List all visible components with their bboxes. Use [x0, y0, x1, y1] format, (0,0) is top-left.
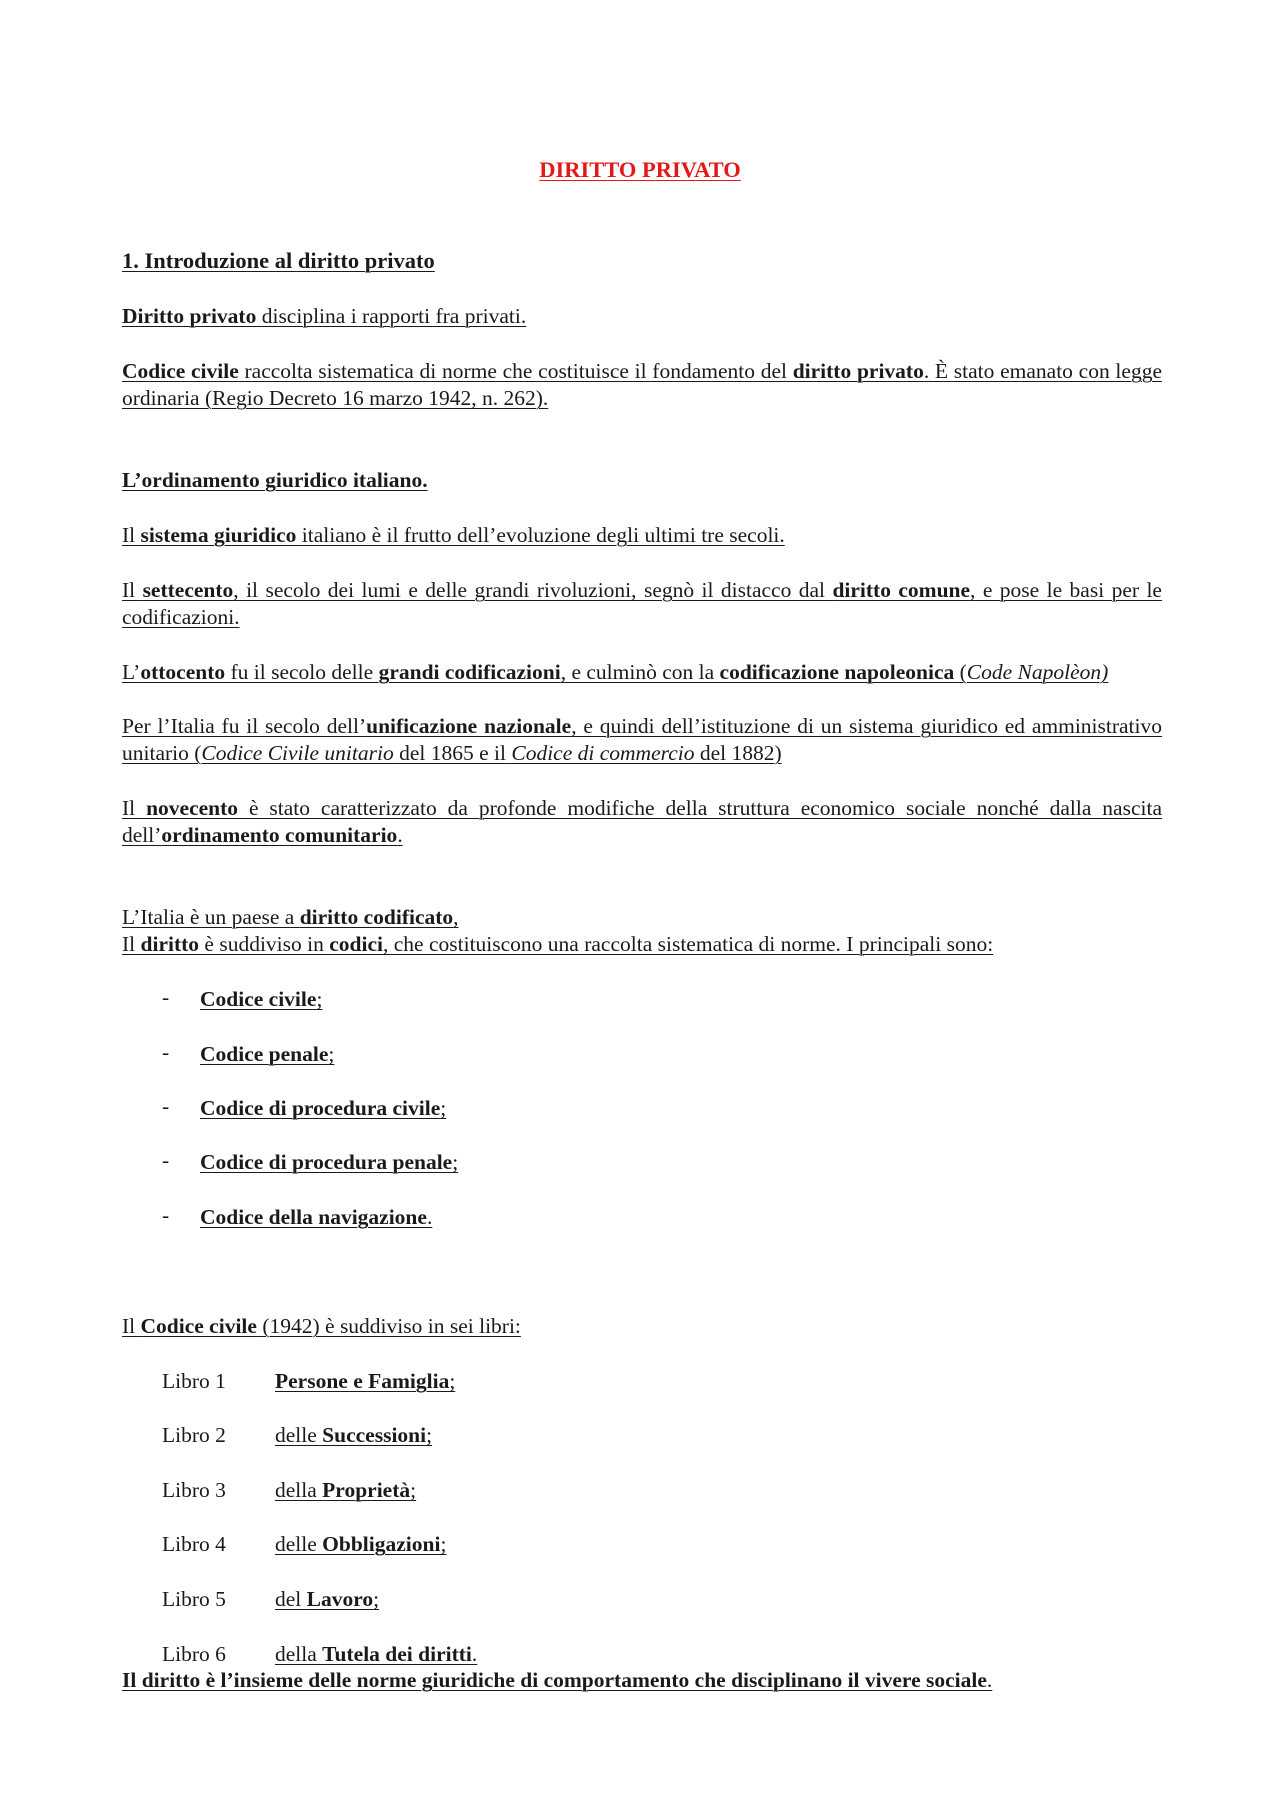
codice-name: Codice civile: [200, 987, 317, 1011]
term: Codice civile: [140, 1314, 257, 1338]
text: ;: [373, 1587, 380, 1611]
term: ottocento: [140, 660, 226, 684]
text: fu il secolo delle: [225, 660, 379, 684]
codice-name: Codice di procedura penale: [200, 1150, 453, 1174]
text: Il: [122, 1314, 141, 1338]
diritto-privato-definition: [122, 303, 526, 330]
list-bullet: -: [162, 1203, 170, 1227]
text: della: [275, 1642, 323, 1666]
list-bullet: -: [162, 1040, 170, 1064]
ottocento-paragraph: [122, 659, 1162, 686]
text: delle: [275, 1423, 323, 1447]
term: Codice civile: [122, 359, 239, 383]
text: .: [986, 1668, 993, 1692]
term: diritto: [140, 932, 200, 956]
codice-name: Codice di procedura civile: [200, 1096, 441, 1120]
ordinamento-heading: L’ordinamento giuridico italiano.: [122, 468, 428, 492]
text: (: [954, 660, 967, 684]
text: L’: [122, 660, 141, 684]
term: grandi codificazioni: [378, 660, 561, 684]
text: Il: [122, 523, 141, 547]
text: .: [397, 823, 403, 847]
text: raccolta sistematica di norme che costituisce il fondamento del: [238, 359, 793, 383]
libro-label: Libro 5: [162, 1587, 226, 1611]
term: codificazione napoleonica: [719, 660, 955, 684]
libro-label: Libro 6: [162, 1642, 226, 1666]
term: diritto comune: [832, 578, 971, 602]
text: Per l’Italia fu il secolo dell’: [122, 714, 367, 738]
novecento-paragraph: [122, 795, 1162, 849]
text: della: [275, 1478, 323, 1502]
term: unificazione nazionale: [366, 714, 572, 738]
codice-name: Codice penale: [200, 1042, 329, 1066]
term: ordinamento comunitario: [161, 823, 398, 847]
libro-name: Persone e Famiglia: [275, 1369, 450, 1393]
list-item: [200, 1041, 334, 1068]
text: , e quindi dell’istituzione di un sistema giuridico ed amministrativo unitario (: [122, 714, 1163, 765]
text: .: [426, 1205, 433, 1229]
text: Il: [122, 796, 147, 820]
text: , che costituiscono una raccolta sistematica di norme. I principali sono:: [383, 932, 994, 956]
text: italiano è il frutto dell’evoluzione degli ultimi tre secoli.: [296, 523, 785, 547]
list-item: [200, 1204, 432, 1231]
section-heading: 1. Introduzione al diritto privato: [122, 248, 435, 273]
text: , e culminò con la: [560, 660, 720, 684]
libro-label: Libro 2: [162, 1423, 226, 1447]
term: diritto privato: [792, 359, 924, 383]
text: Il: [122, 578, 143, 602]
term: sistema giuridico: [140, 523, 297, 547]
text: del 1882): [694, 741, 782, 765]
codice-civile-definition: [122, 358, 1162, 412]
text: delle: [275, 1532, 323, 1556]
text: ;: [449, 1369, 456, 1393]
text: è stato caratterizzato da profonde modifiche della struttura economico sociale nonché dalla nascita dell’: [122, 796, 1162, 847]
text: del: [275, 1587, 307, 1611]
text: L’Italia è un paese a: [122, 905, 300, 929]
term: Il diritto è l’insieme delle norme giuridiche di comportamento che disciplinano il vivere sociale: [122, 1668, 987, 1692]
libro-name: Obbligazioni: [322, 1532, 441, 1556]
libro-title: [275, 1641, 477, 1668]
libro-name: Successioni: [322, 1423, 427, 1447]
text: ;: [410, 1478, 417, 1502]
libro-title: [275, 1531, 446, 1558]
libro-title: [275, 1422, 432, 1449]
text: , il secolo dei lumi e delle grandi rivoluzioni, segnò il distacco dal: [233, 578, 833, 602]
unificazione-paragraph: [122, 713, 1162, 767]
document-title: DIRITTO PRIVATO: [539, 157, 741, 182]
libro-label: Libro 3: [162, 1478, 226, 1502]
text: Il: [122, 932, 141, 956]
text: ,: [453, 905, 459, 929]
term: diritto codificato: [299, 905, 454, 929]
term: Diritto privato: [122, 304, 257, 328]
libro-label: Libro 4: [162, 1532, 226, 1556]
list-item: [200, 986, 322, 1013]
text: disciplina i rapporti fra privati.: [256, 304, 527, 328]
settecento-paragraph: [122, 577, 1162, 631]
text: . È stato emanato con legge ordinaria (Regio Decreto 16 marzo 1942, n. 262).: [122, 359, 1162, 410]
libro-title: [275, 1368, 455, 1395]
text: ;: [440, 1096, 447, 1120]
text: (1942) è suddiviso in sei libri:: [256, 1314, 521, 1338]
libro-title: [275, 1477, 416, 1504]
list-bullet: -: [162, 1094, 170, 1118]
libro-title: [275, 1586, 379, 1613]
list-bullet: -: [162, 985, 170, 1009]
libri-intro-line: [122, 1313, 521, 1340]
term: settecento: [142, 578, 234, 602]
text: ;: [426, 1423, 433, 1447]
text: è suddiviso in: [199, 932, 330, 956]
italic-term: Codice di commercio: [511, 741, 695, 765]
libro-name: Proprietà: [322, 1478, 411, 1502]
italic-term: Code Napolèon): [966, 660, 1109, 684]
list-item: [200, 1149, 458, 1176]
codici-intro-line: [122, 931, 993, 958]
text: ;: [316, 987, 323, 1011]
text: del 1865 e il: [393, 741, 512, 765]
libro-name: Lavoro: [306, 1587, 374, 1611]
text: , e pose le basi per le codificazioni.: [122, 578, 1162, 629]
codificato-line: [122, 904, 459, 931]
term: novecento: [146, 796, 239, 820]
conclusion-line: [122, 1667, 992, 1694]
text: .: [471, 1642, 478, 1666]
libro-name: Tutela dei diritti: [322, 1642, 472, 1666]
term: codici: [329, 932, 383, 956]
list-bullet: -: [162, 1148, 170, 1172]
sistema-paragraph: [122, 522, 785, 549]
italic-term: Codice Civile unitario: [201, 741, 394, 765]
codice-name: Codice della navigazione: [200, 1205, 427, 1229]
list-item: [200, 1095, 446, 1122]
text: ;: [328, 1042, 335, 1066]
text: ;: [452, 1150, 459, 1174]
libro-label: Libro 1: [162, 1369, 226, 1393]
text: ;: [440, 1532, 447, 1556]
